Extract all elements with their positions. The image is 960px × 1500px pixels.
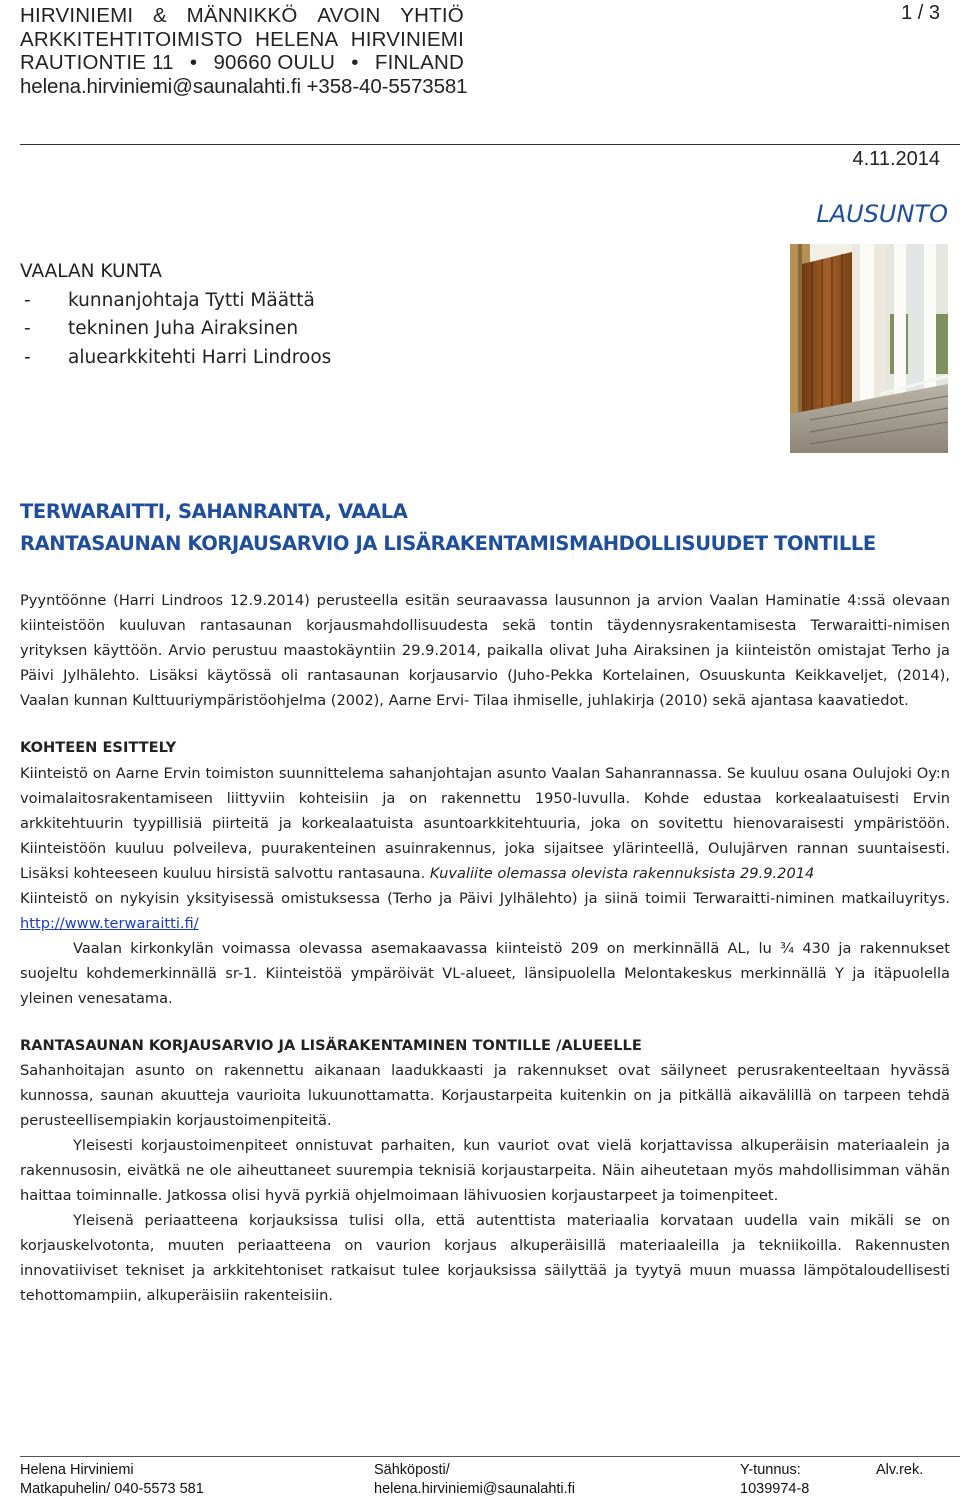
list-dash: - bbox=[24, 318, 31, 339]
letterhead bbox=[20, 4, 467, 98]
title-line-1: TERWARAITTI, SAHANRANTA, VAALA bbox=[20, 500, 408, 523]
section-heading: KOHTEEN ESITTELY bbox=[20, 739, 177, 757]
paragraph: Yleisenä periaatteena korjauksissa tulisi olla, että autenttista materiaalia korvataan uudella vain mikäli se on korjauskelvotonta, muuten periaatteena on vaurion korjaus alkuperäisillä materiaaleilla ja tekniikoilla. Rakennusten innovatiiviset tekniset ja arkkitehtoniset ratkaisut tulee korjauksissa säilyttää ja tyytyä muun muassa lämpötaloudellisesti tehottomampiin, alkuperäisiin rakenteisiin. bbox=[20, 1212, 950, 1305]
recipient-item: - kunnanjohtaja Tytti Määttä bbox=[20, 287, 331, 316]
footer-email: Sähköposti/ helena.hirviniemi@saunalahti.fi bbox=[374, 1462, 575, 1497]
title-line-2: RANTASAUNAN KORJAUSARVIO JA LISÄRAKENTAMISMAHDOLLISUUDET TONTILLE bbox=[20, 532, 876, 555]
paragraph: Yleisesti korjaustoimenpiteet onnistuvat parhaiten, kun vauriot ovat vielä korjattavissa alkuperäisin materiaalein ja rakennusosin, eivätkä ne ole aiheuttaneet suurempia teknisiä korjaustarpeita. Näin aiheutetaan myös mahdollisimman vähän haittaa toiminnalle. Jatkossa olisi hyvä pyrkiä ohjelmoimaan lähivuosien korjaustarpeet ja toimenpiteet. bbox=[20, 1136, 950, 1205]
recipient-item: - aluearkkitehti Harri Lindroos bbox=[20, 344, 331, 373]
paragraph: Sahanhoitajan asunto on rakennettu aikanaan laadukkaasti ja rakennukset ovat säilyneet perusrakenteeltaan hyvässä kunnossa, saunan akuutteja vaurioita lukuunottamatta. Korjaustarpeita kuitenkin on ja pitkällä aikavälillä on tarpeen tehdä perusteellisempiakin korjaustoimenpiteitä. bbox=[20, 1061, 950, 1129]
letterhead-address: RAUTIONTIE 11 • 90660 OULU • FINLAND bbox=[20, 51, 464, 74]
header-divider bbox=[20, 144, 960, 145]
letterhead-contact: helena.hirviniemi@saunalahti.fi +358-40-5573581 bbox=[20, 74, 468, 98]
letterhead-company: HIRVINIEMI & MÄNNIKKÖ AVOIN YHTIÖ bbox=[20, 4, 464, 27]
recipient-org: VAALAN KUNTA bbox=[20, 261, 162, 282]
page-number: 1 / 3 bbox=[901, 2, 940, 24]
recipient-block bbox=[20, 258, 331, 372]
footer-contact: Helena Hirviniemi Matkapuhelin/ 040-5573 581 bbox=[20, 1462, 204, 1497]
footer-business-id: Y-tunnus: 1039974-8 bbox=[740, 1462, 810, 1497]
paragraph: Kiinteistö on nykyisin yksityisessä omistuksessa (Terho ja Päivi Jylhälehto) ja siinä toimii Terwaraitti-niminen matkailuyritys. http://www.terwaraitti.fi/ bbox=[20, 890, 950, 933]
list-dash: - bbox=[24, 346, 31, 368]
document-date: 4.11.2014 bbox=[852, 148, 940, 170]
letterhead-office: ARKKITEHTITOIMISTO HELENA HIRVINIEMI bbox=[20, 27, 464, 51]
footer-vat: Alv.rek. bbox=[876, 1462, 924, 1478]
recipient-item: - tekninen Juha Airaksinen bbox=[20, 315, 331, 344]
sauna-photo-image bbox=[790, 244, 948, 453]
document-body bbox=[20, 588, 950, 1309]
paragraph: Vaalan kirkonkylän voimassa olevassa asemakaavassa kiinteistö 209 on merkinnällä AL, lu ¾ 430 ja rakennukset suojeltu kohdemerkinnällä sr-1. Kiinteistöä ympäröivät VL-alueet, länsipuolella Melontakeskus merkinnällä Y ja itäpuolella yleinen venesatama. bbox=[20, 940, 950, 1008]
sauna-photo bbox=[790, 244, 948, 453]
list-dash: - bbox=[24, 289, 31, 311]
paragraph: Kiinteistö on Aarne Ervin toimiston suunnittelema sahanjohtajan asunto Vaalan Sahanrannassa. Se kuuluu osana Oulujoki Oy:n voimalaitosrakentamiseen liittyviin kohteisiin ja on rakennettu 1950-luvulla. Kohde edustaa korkealaatuisesti Ervin arkkitehtuurin tyypillisiä piirteitä ja korkealaatuista asuntoarkkitehtuuria, joka on sovitettu hienovaraisesti ympäristöön. Kiinteistöön kuuluu polveileva, puurakenteinen asuinrakennus, joka sijaitsee ylärinteellä, Oulujärven rannan suuntaisesti. Lisäksi kohteeseen kuuluu hirsistä salvottu rantasauna. Kuvaliite olemassa olevista rakennuksista 29.9.2014 bbox=[20, 764, 950, 882]
section-heading: RANTASAUNAN KORJAUSARVIO JA LISÄRAKENTAMINEN TONTILLE /ALUEELLE bbox=[20, 1036, 642, 1054]
footer-divider bbox=[20, 1456, 960, 1457]
photo-appendix-note: Kuvaliite olemassa olevista rakennuksista 29.9.2014 bbox=[429, 864, 815, 882]
website-link[interactable]: http://www.terwaraitti.fi/ bbox=[20, 915, 199, 933]
document-title bbox=[20, 496, 876, 560]
intro-paragraph: Pyyntöönne (Harri Lindroos 12.9.2014) perusteella esitän seuraavassa lausunnon ja arvion Vaalan Haminatie 4:ssä olevaan kiinteistöön kuuluvan rantasaunan korjausmahdollisuudesta sekä tontin täydennysrakentamisesta Terwaraitti-nimisen yrityksen käyttöön. Arvio perustuu maastokäyntiin 29.9.2014, paikalla olivat Juha Airaksinen ja kiinteistön omistajat Terho ja Päivi Jylhälehto. Lisäksi käytössä oli rantasaunan korjausarvio (Juho-Pekka Kortelainen, Osuuskunta Keikkaveljet, (2014), Vaalan kunnan Kulttuuriympäristöohjelma (2002), Aarne Ervi- Tilaa ihmiselle, juhlakirja (2010) sekä ajantasa kaavatiedot. bbox=[20, 592, 950, 710]
document-type: LAUSUNTO bbox=[816, 200, 948, 228]
